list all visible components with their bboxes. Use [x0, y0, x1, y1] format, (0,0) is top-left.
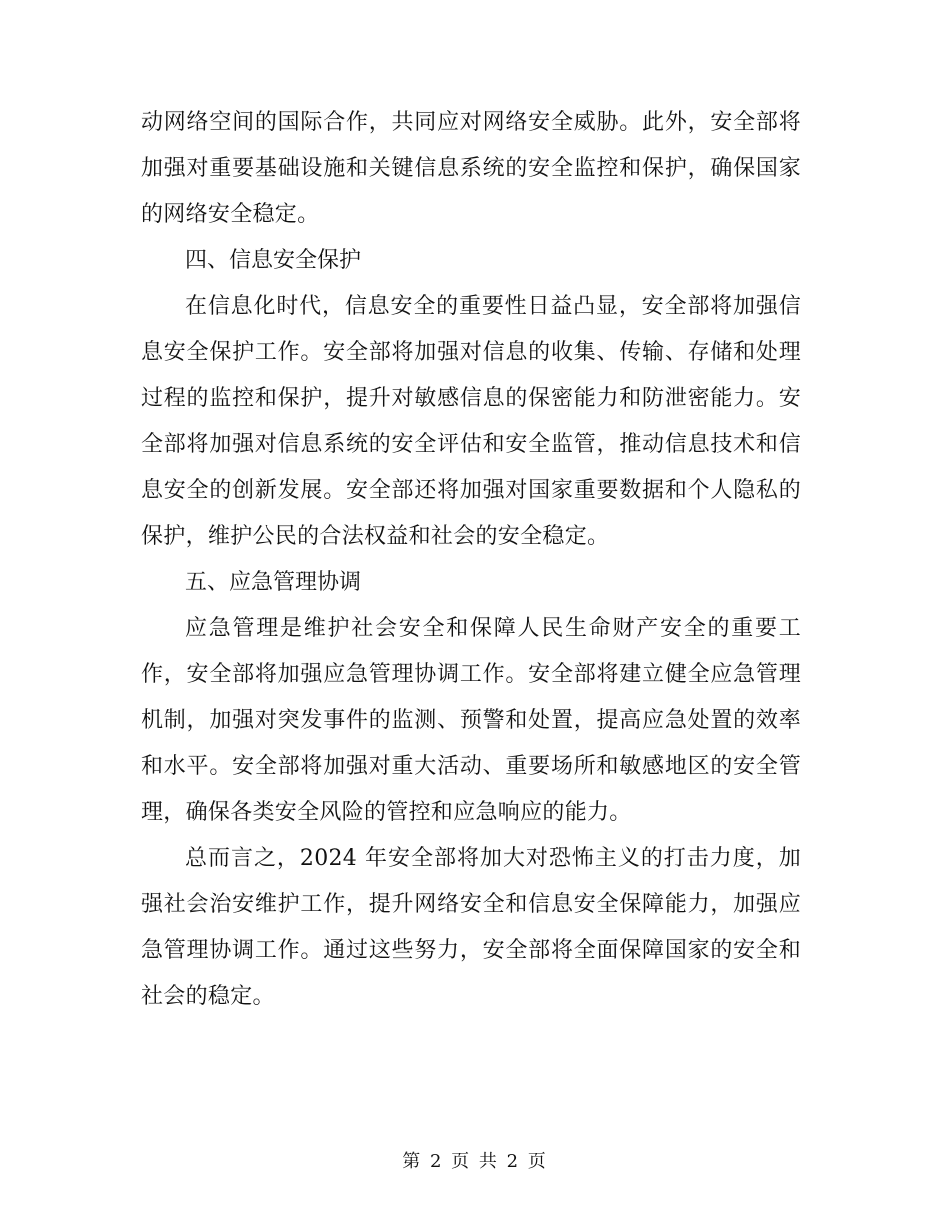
section-heading-info-security: 四、信息安全保护 — [185, 248, 362, 273]
paragraph-continuation: 动网络空间的国际合作，共同应对网络安全威胁。此外，安全部将加强对重要基础设施和关键信息系统的安全监控和保护，确保国家的网络安全稳定。 — [141, 110, 801, 227]
paragraph-emergency-management: 应急管理是维护社会安全和保障人民生命财产安全的重要工作，安全部将加强应急管理协调工作。安全部将建立健全应急管理机制，加强对突发事件的监测、预警和处置，提高应急处置的效率和水平。安全部将加强对重大活动、重要场所和敏感地区的安全管理，确保各类安全风险的管控和应急响应的能力。 — [141, 616, 801, 825]
section-heading-emergency-management: 五、应急管理协调 — [185, 570, 362, 595]
page-number-footer: 第 2 页 共 2 页 — [402, 1151, 548, 1172]
paragraph-info-security: 在信息化时代，信息安全的重要性日益凸显，安全部将加强信息安全保护工作。安全部将加强对信息的收集、传输、存储和处理过程的监控和保护，提升对敏感信息的保密能力和防泄密能力。安全部将加强对信息系统的安全评估和安全监管，推动信息技术和信息安全的创新发展。安全部还将加强对国家重要数据和个人隐私的保护，维护公民的合法权益和社会的安全稳定。 — [141, 294, 801, 549]
document-body — [141, 100, 801, 1020]
paragraph-conclusion: 总而言之，2024 年安全部将加大对恐怖主义的打击力度，加强社会治安维护工作，提升网络安全和信息安全保障能力，加强应急管理协调工作。通过这些努力，安全部将全面保障国家的安全和社会的稳定。 — [141, 846, 801, 1009]
